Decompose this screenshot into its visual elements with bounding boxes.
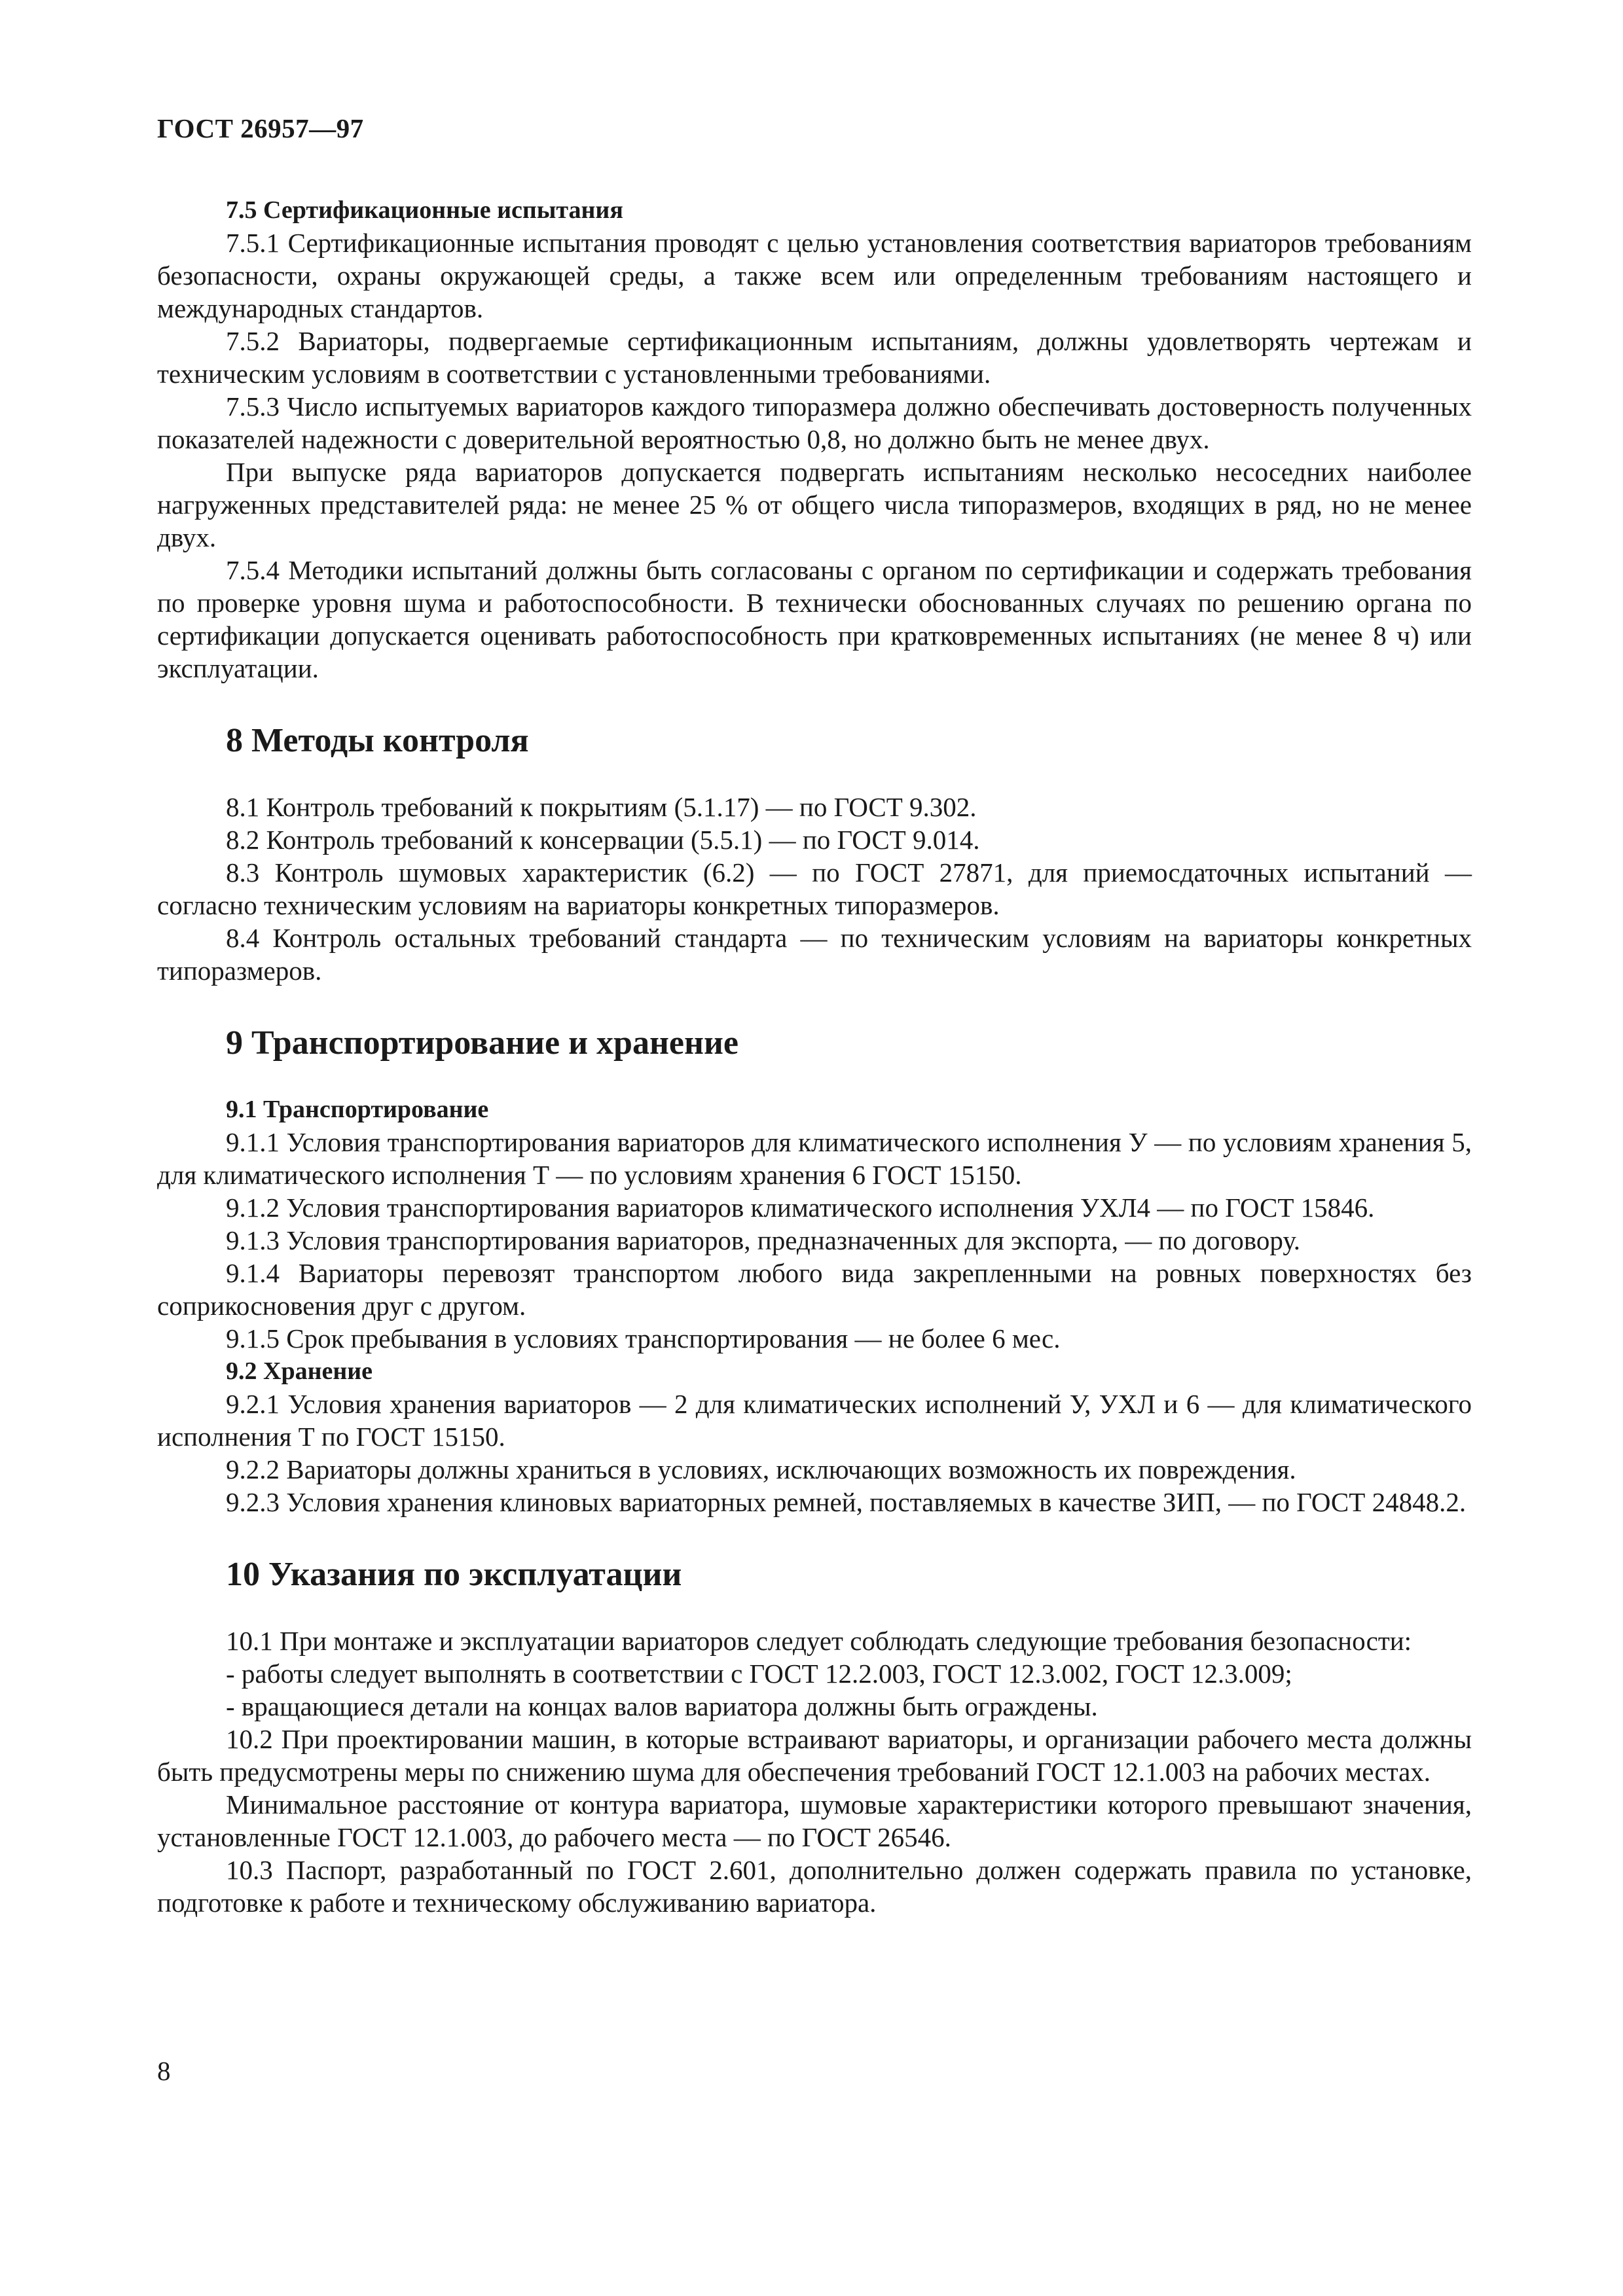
section-title-8: 8 Методы контроля (226, 722, 529, 759)
list-item-10-1-a: - работы следует выполнять в соответствии с ГОСТ 12.2.003, ГОСТ 12.3.002, ГОСТ 12.3.009; (226, 1659, 1292, 1689)
paragraph-10-2: 10.2 При проектировании машин, в которые встраивают вариаторы, и организации рабочего места должны быть предусмотрены меры по снижению шума для обеспечения требований ГОСТ 12.1.003 на рабочих местах. (157, 1724, 1472, 1787)
document-body (157, 194, 1472, 1919)
subsection-title-9-1: 9.1 Транспортирование (226, 1096, 489, 1123)
subsection-title-7-5: 7.5 Сертификационные испытания (226, 196, 623, 224)
list-item-10-1-b: - вращающиеся детали на концах валов вариатора должны быть ограждены. (226, 1691, 1098, 1721)
paragraph-9-1-4: 9.1.4 Вариаторы перевозят транспортом любого вида закрепленными на ровных поверхностях без соприкосновения друг с другом. (157, 1258, 1472, 1321)
paragraph-9-2-1: 9.2.1 Условия хранения вариаторов — 2 для климатических исполнений У, УХЛ и 6 — для климатического исполнения Т по ГОСТ 15150. (157, 1389, 1472, 1452)
paragraph-7-5-2: 7.5.2 Вариаторы, подвергаемые сертификационным испытаниям, должны удовлетворять чертежам и техническим условиям в соответствии с установленными требованиями. (157, 326, 1472, 389)
document-header: ГОСТ 26957—97 (157, 113, 364, 143)
paragraph-8-2: 8.2 Контроль требований к консервации (5.5.1) — по ГОСТ 9.014. (226, 825, 980, 855)
paragraph-7-5-1: 7.5.1 Сертификационные испытания проводят с целью установления соответствия вариаторов требованиям безопасности, охраны окружающей среды, а также всем или определенным требованиям настоящего и международных стандартов. (157, 228, 1472, 323)
paragraph-9-2-3: 9.2.3 Условия хранения клиновых вариаторных ремней, поставляемых в качестве ЗИП, — по ГОСТ 24848.2. (226, 1487, 1467, 1517)
paragraph-9-1-3: 9.1.3 Условия транспортирования вариаторов, предназначенных для экспорта, — по договору. (226, 1225, 1300, 1255)
paragraph-10-1: 10.1 При монтаже и эксплуатации вариаторов следует соблюдать следующие требования безопасности: (226, 1626, 1412, 1656)
paragraph-9-1-5: 9.1.5 Срок пребывания в условиях транспортирования — не более 6 мес. (226, 1323, 1061, 1354)
subsection-title-9-2: 9.2 Хранение (226, 1357, 373, 1385)
paragraph-9-1-1: 9.1.1 Условия транспортирования вариаторов для климатического исполнения У — по условиям хранения 5, для климатического исполнения Т — по условиям хранения 6 ГОСТ 15150. (157, 1127, 1472, 1190)
paragraph-8-3: 8.3 Контроль шумовых характеристик (6.2) — по ГОСТ 27871, для приемосдаточных испытаний — согласно техническим условиям на вариаторы конкретных типоразмеров. (157, 857, 1472, 920)
section-title-9: 9 Транспортирование и хранение (226, 1024, 739, 1062)
page-number: 8 (157, 2056, 171, 2086)
paragraph-7-5-3-note: При выпуске ряда вариаторов допускается подвергать испытаниям несколько несоседних наиболее нагруженных представителей ряда: не менее 25 % от общего числа типоразмеров, входящих в ряд, но не менее двух. (157, 457, 1472, 552)
paragraph-10-2-note: Минимальное расстояние от контура вариатора, шумовые характеристики которого превышают значения, установленные ГОСТ 12.1.003, до рабочего места — по ГОСТ 26546. (157, 1789, 1472, 1852)
paragraph-9-2-2: 9.2.2 Вариаторы должны храниться в условиях, исключающих возможность их повреждения. (226, 1454, 1296, 1484)
paragraph-10-3: 10.3 Паспорт, разработанный по ГОСТ 2.601, дополнительно должен содержать правила по установке, подготовке к работе и техническому обслуживанию вариатора. (157, 1855, 1472, 1918)
paragraph-7-5-3: 7.5.3 Число испытуемых вариаторов каждого типоразмера должно обеспечивать достоверность полученных показателей надежности с доверительной вероятностью 0,8, но должно быть не менее двух. (157, 391, 1472, 454)
paragraph-9-1-2: 9.1.2 Условия транспортирования вариаторов климатического исполнения УХЛ4 — по ГОСТ 15846. (226, 1193, 1375, 1223)
paragraph-8-4: 8.4 Контроль остальных требований стандарта — по техническим условиям на вариаторы конкретных типоразмеров. (157, 923, 1472, 986)
paragraph-7-5-4: 7.5.4 Методики испытаний должны быть согласованы с органом по сертификации и содержать требования по проверке уровня шума и работоспособности. В технически обоснованных случаях по решению органа по сертификации допускается оценивать работоспособность при кратковременных испытаниях (не менее 8 ч) или эксплуатации. (157, 555, 1472, 683)
paragraph-8-1: 8.1 Контроль требований к покрытиям (5.1.17) — по ГОСТ 9.302. (226, 792, 977, 822)
section-title-10: 10 Указания по эксплуатации (226, 1556, 682, 1593)
